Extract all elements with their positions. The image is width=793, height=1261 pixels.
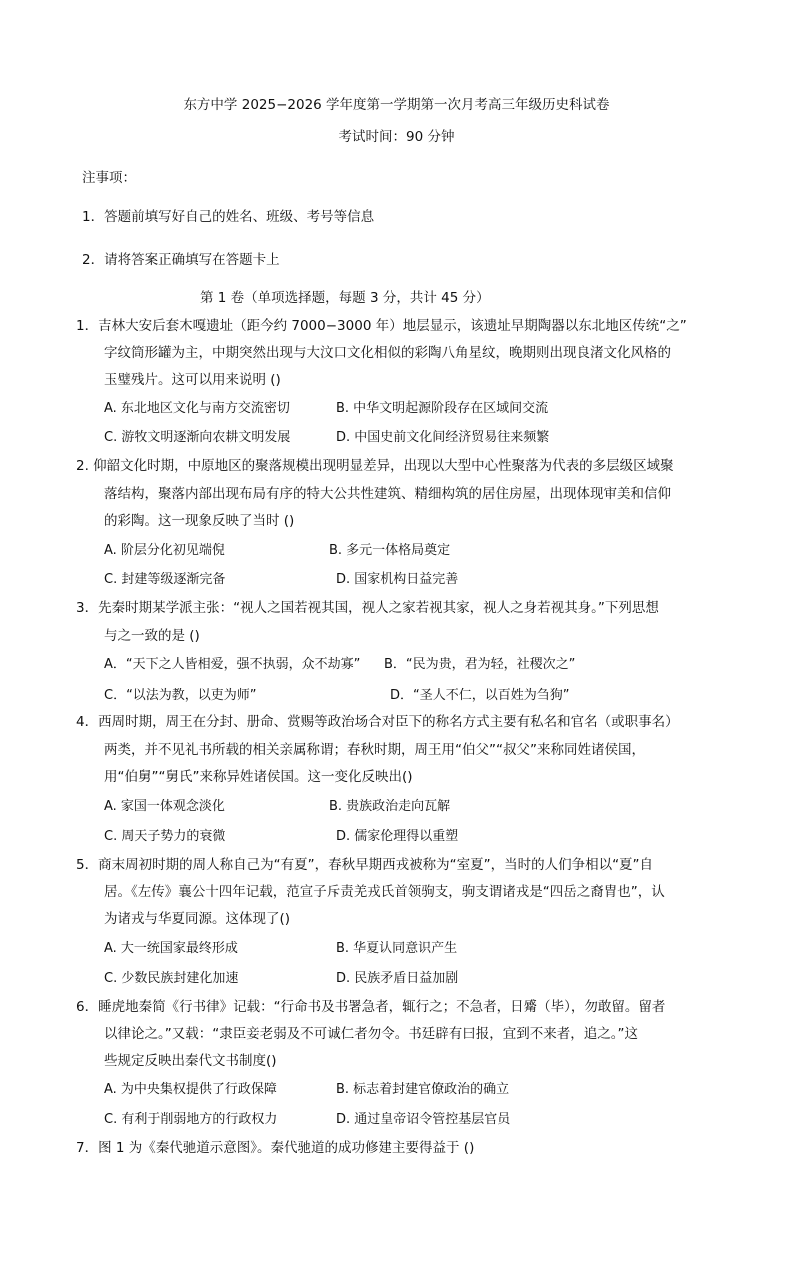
question-text-line: 与之一致的是 () (104, 628, 200, 644)
exam-title: 东方中学 2025−2026 学年度第一学期第一次月考高三年级历史科试卷 (183, 97, 610, 113)
option-b: B. 多元一体格局奠定 (329, 543, 451, 558)
option-a: A. 东北地区文化与南方交流密切 (104, 401, 290, 416)
question-text-line: 7．图 1 为《秦代驰道示意图》。秦代驰道的成功修建主要得益于 () (76, 1140, 475, 1156)
option-c: C. 封建等级逐渐完备 (104, 572, 226, 587)
option-c: C. 周天子势力的衰微 (104, 829, 226, 844)
question-text-line: 4．西周时期，周王在分封、册命、赏赐等政治场合对臣下的称名方式主要有私名和官名（或职事名） (76, 714, 679, 730)
question-text-line: 2. 仰韶文化时期，中原地区的聚落规模出现明显差异，出现以大型中心性聚落为代表的多层级区域聚 (76, 458, 674, 474)
question-text-line: 些规定反映出秦代文书制度() (104, 1053, 277, 1069)
option-a: A. 阶层分化初见端倪 (104, 543, 225, 558)
question-text-line: 以律论之。”又载：“隶臣妾老弱及不可诚仁者勿令。书廷辟有曰报，宜到不来者，追之。”这 (104, 1026, 638, 1042)
notes-heading: 注事项： (82, 170, 136, 186)
question-text-line: 的彩陶。这一现象反映了当时 () (104, 513, 295, 529)
option-d: D. 中国史前文化间经济贸易往来频繁 (336, 430, 550, 445)
notes-item-1: 1．答题前填写好自己的姓名、班级、考号等信息 (82, 209, 375, 225)
option-b: B. 中华文明起源阶段存在区域间交流 (336, 401, 549, 416)
question-text-line: 5．商末周初时期的周人称自己为“有夏”，春秋早期西戎被称为“室夏”，当时的人们争相以“夏”自 (76, 857, 654, 873)
section-title: 第 1 卷（单项选择题，每题 3 分，共计 45 分） (200, 290, 490, 306)
question-text-line: 玉璧残片。这可以用来说明 () (104, 372, 281, 388)
option-b: B．“民为贵，君为轻，社稷次之” (384, 657, 576, 672)
option-c: C．“以法为教，以吏为师” (104, 688, 257, 703)
option-c: C. 有利于削弱地方的行政权力 (104, 1112, 278, 1127)
question-text-line: 为诸戎与华夏同源。这体现了() (104, 911, 291, 927)
option-d: D. 儒家伦理得以重塑 (336, 829, 459, 844)
option-a: A. 大一统国家最终形成 (104, 941, 238, 956)
option-d: D. 民族矛盾日益加剧 (336, 971, 459, 986)
option-c: C. 游牧文明逐渐向农耕文明发展 (104, 430, 291, 445)
question-text-line: 落结构，聚落内部出现布局有序的特大公共性建筑、精细构筑的居住房屋，出现体现审美和信仰 (104, 486, 671, 502)
question-text-line: 两类，并不见礼书所载的相关亲属称谓；春秋时期，周王用“伯父”“叔父”来称同姓诸侯国， (104, 742, 645, 758)
question-text-line: 字纹筒形罐为主，中期突然出现与大汶口文化相似的彩陶八角星纹，晚期则出现良渚文化风格的 (104, 345, 671, 361)
option-b: B. 华夏认同意识产生 (336, 941, 458, 956)
option-c: C. 少数民族封建化加速 (104, 971, 239, 986)
question-text-line: 居。《左传》襄公十四年记载，范宣子斥责羌戎氏首领驹支，驹支谓诸戎是“四岳之裔胄也”，认 (104, 884, 665, 900)
question-text-line: 1．吉林大安后套木嘎遗址（距今约 7000−3000 年）地层显示，该遗址早期陶器以东北地区传统“之” (76, 318, 687, 334)
exam-time: 考试时间：90 分钟 (338, 129, 455, 145)
option-b: B. 标志着封建官僚政治的确立 (336, 1082, 510, 1097)
question-text-line: 6．睡虎地秦简《行书律》记载：“行命书及书署急者，辄行之；不急者，日觱（毕），勿敢留。留者 (76, 999, 666, 1015)
question-text-line: 3．先秦时期某学派主张：“视人之国若视其国，视人之家若视其家，视人之身若视其身。”下列思想 (76, 600, 659, 616)
question-text-line: 用“伯舅”“舅氏”来称异姓诸侯国。这一变化反映出() (104, 769, 413, 785)
notes-item-2: 2．请将答案正确填写在答题卡上 (82, 252, 280, 268)
option-d: D．“圣人不仁，以百姓为刍狗” (390, 688, 570, 703)
option-a: A．“天下之人皆相爱，强不执弱，众不劫寡” (104, 657, 361, 672)
option-d: D. 国家机构日益完善 (336, 572, 459, 587)
option-d: D. 通过皇帝诏令管控基层官员 (336, 1112, 511, 1127)
option-a: A. 为中央集权提供了行政保障 (104, 1082, 277, 1097)
option-a: A. 家国一体观念淡化 (104, 799, 225, 814)
option-b: B. 贵族政治走向瓦解 (329, 799, 451, 814)
